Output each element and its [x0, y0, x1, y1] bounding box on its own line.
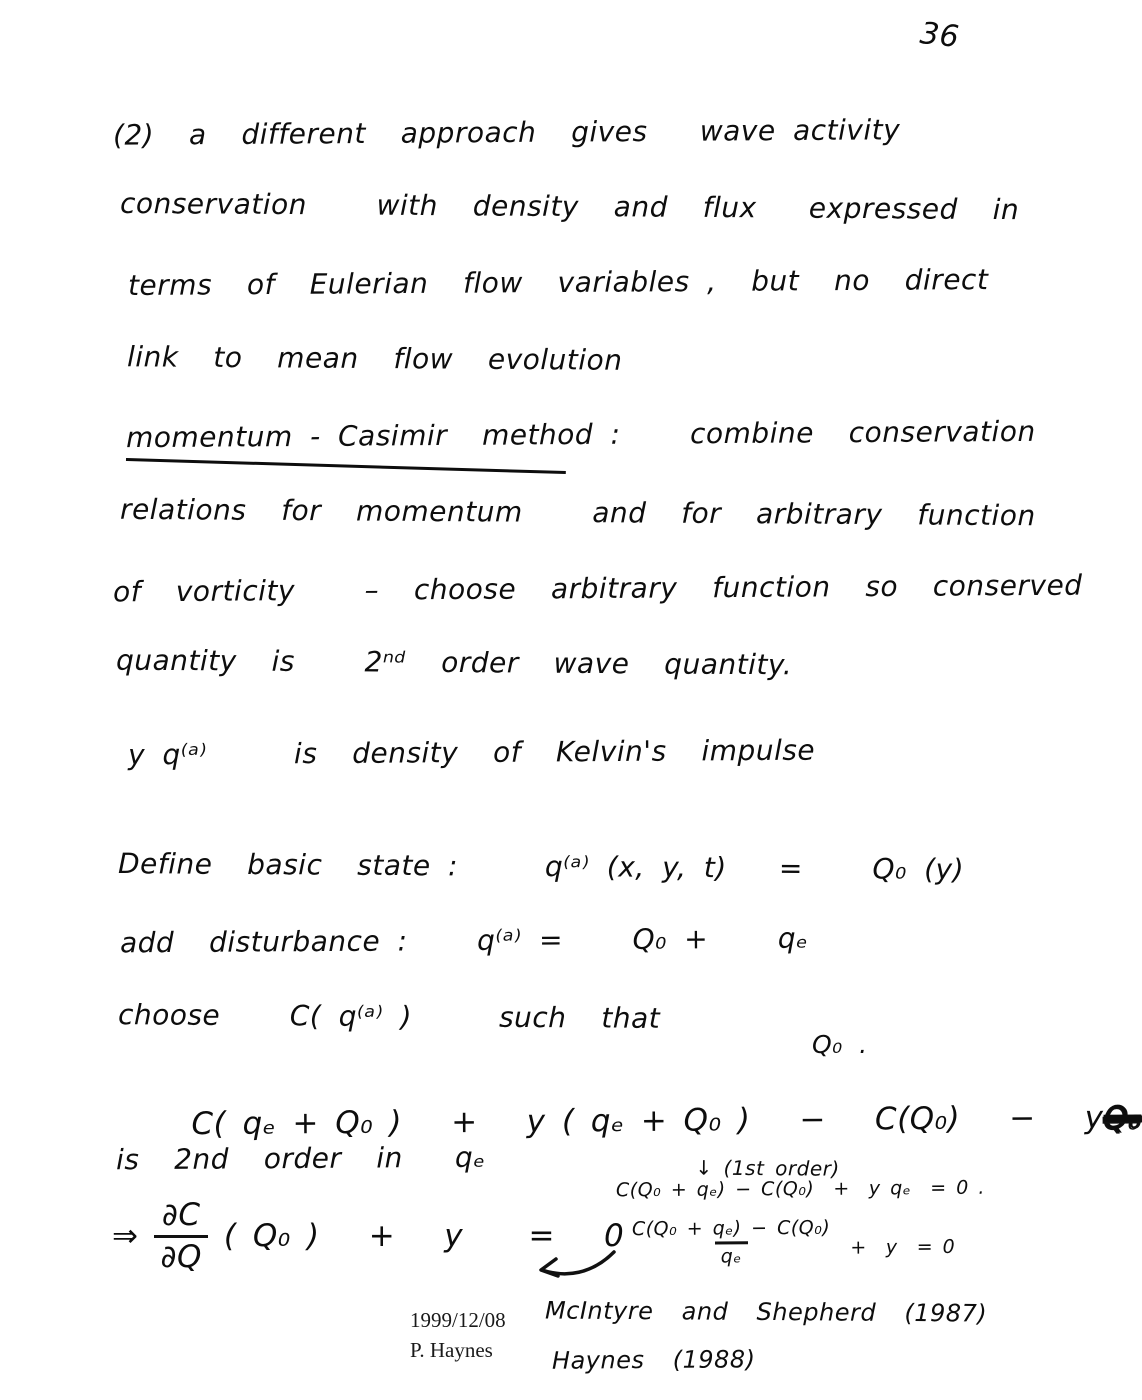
equation-main: C( qₑ + Q₀ ) + y ( qₑ + Q₀ ) − C(Q₀) − y	[191, 1099, 1104, 1143]
line-wave-activity: (2) a different approach gives wave activity	[112, 113, 901, 152]
line-kelvin-impulse: y q⁽ᵃ⁾ is density of Kelvin's impulse	[127, 733, 816, 772]
note-divided-equation	[626, 1217, 956, 1269]
line-vorticity: of vorticity – choose arbitrary function so conserved	[112, 568, 1083, 609]
note-first-order-equation: C(Q₀ + qₑ) − C(Q₀) + y qₑ = 0 .	[615, 1176, 985, 1202]
reference-mcintyre-shepherd: McIntyre and Shepherd (1987)	[544, 1296, 988, 1328]
quotient-denominator: qₑ	[715, 1241, 748, 1268]
scribbled-out-term: Q₀	[1103, 1099, 1142, 1136]
page-number: 36	[918, 16, 961, 55]
left-curved-arrow-icon	[534, 1244, 620, 1288]
line-mean-flow: link to mean flow evolution	[126, 340, 623, 377]
equation-rest: ( Q₀ ) + y = 0	[223, 1218, 625, 1255]
quotient-numerator: C(Q₀ + qₑ) − C(Q₀)	[631, 1216, 831, 1241]
line-conservation: conservation with density and flux expressed in	[119, 186, 1020, 227]
quotient-fraction	[626, 1218, 837, 1269]
footer-author: P. Haynes	[410, 1338, 493, 1362]
partial-derivative-fraction	[154, 1198, 207, 1275]
heading-underline	[126, 458, 566, 474]
quotient-rest: + y = 0	[850, 1235, 956, 1259]
correction-q0: Q₀ .	[812, 1030, 868, 1059]
line-2nd-order-quantity: quantity is 2ⁿᵈ order wave quantity.	[115, 643, 793, 682]
first-order-label: (1st order)	[723, 1155, 840, 1181]
implies-arrow-icon: ⇒	[112, 1218, 139, 1255]
fraction-denominator: ∂Q	[154, 1235, 207, 1276]
line-relations: relations for momentum and for arbitrary function	[119, 492, 1036, 533]
line-disturbance: add disturbance : q⁽ᵃ⁾ = Q₀ + qₑ	[119, 921, 809, 960]
heading-momentum-casimir: momentum - Casimir method : combine conservation	[125, 414, 1036, 455]
reference-haynes: Haynes (1988)	[551, 1345, 756, 1375]
line-choose-casimir: choose C( q⁽ᵃ⁾ ) such that	[117, 998, 661, 1035]
footer-date: 1999/12/08	[410, 1308, 506, 1332]
fraction-numerator: ∂C	[161, 1197, 201, 1233]
line-eulerian-variables: terms of Eulerian flow variables , but no direct	[127, 262, 989, 303]
line-basic-state: Define basic state : q⁽ᵃ⁾ (x, y, t) = Q₀ (y)	[117, 847, 965, 886]
line-2nd-order-in-qe: is 2nd order in qₑ	[115, 1140, 486, 1177]
down-arrow-icon: ↓	[695, 1155, 713, 1180]
